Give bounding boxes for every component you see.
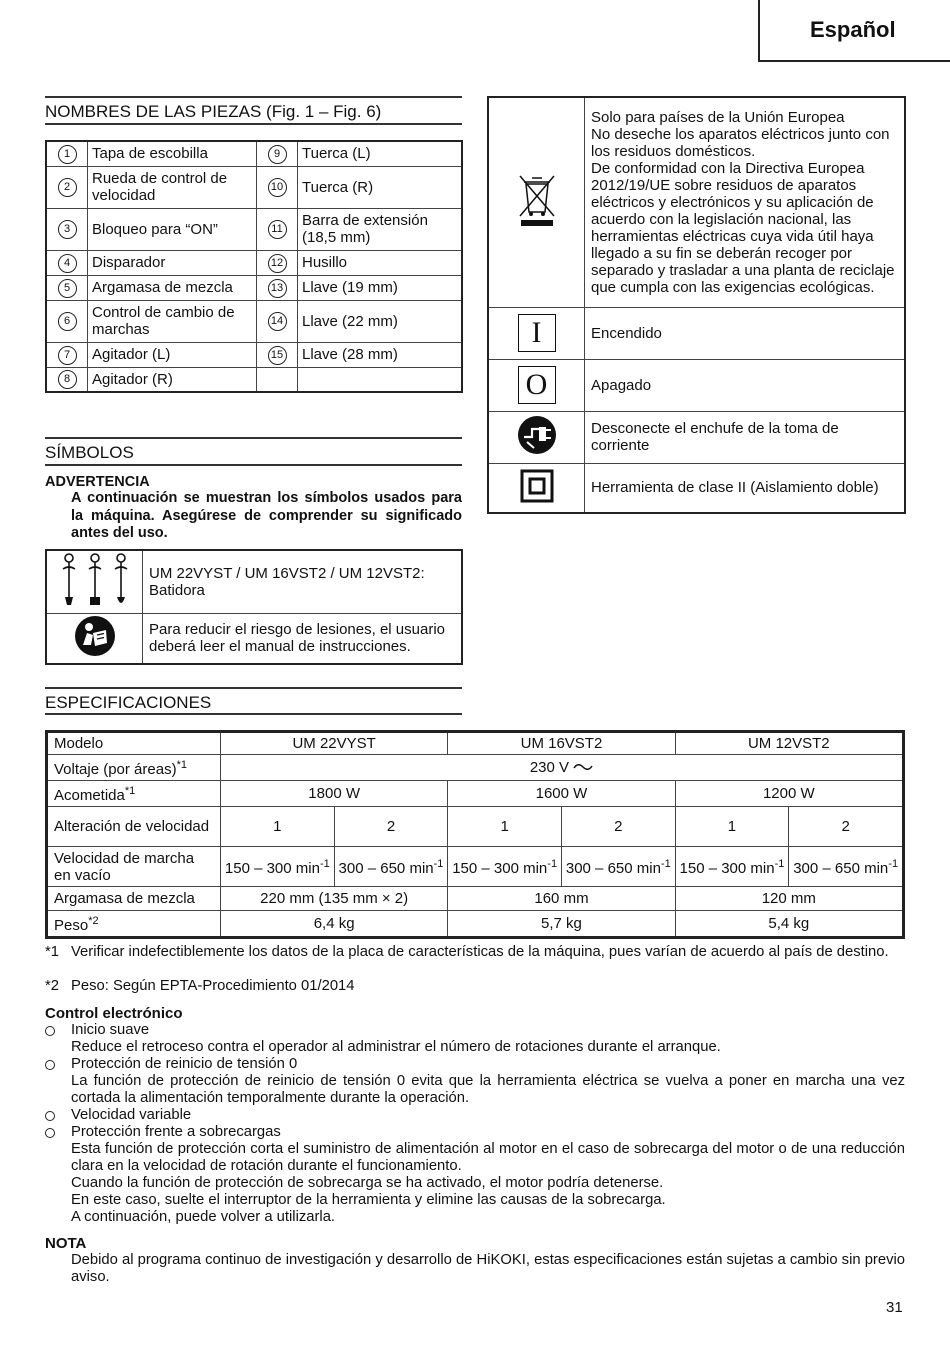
symbol-desc-unplug: Desconecte el enchufe de la toma de corriente [585,411,906,463]
no-load-speed-value: 150 – 300 min [224,860,320,877]
part-number-badge: 7 [58,346,77,365]
table-row [47,887,904,911]
symbol-row [46,614,462,664]
table-row [47,781,904,807]
warning-text: A continuación se muestran los símbolos usados para la máquina. Asegúrese de comprender su significado antes del uso. [71,490,462,541]
electronic-control-item [45,1056,905,1107]
class-ii-icon [488,463,585,513]
item-label: Inicio suave [71,1022,150,1038]
weee-bin-icon [488,97,585,307]
part-name: Control de cambio de marchas [88,300,257,342]
part-number-cell [46,166,88,208]
symbol-desc-mixer: UM 22VYST / UM 16VST2 / UM 12VST2: Batidora [143,550,463,614]
item-label: Protección frente a sobrecargas [71,1124,281,1140]
unit-exponent: -1 [774,858,785,870]
specs-heading [45,687,462,715]
power-3: 1200 W [675,781,903,807]
part-name [298,367,463,392]
speed-control-cell: 1 [448,807,562,847]
symbol-row [488,307,905,359]
part-name: Llave (19 mm) [298,275,463,300]
mixer-paddles-icon [46,550,143,614]
symbols-heading [45,437,462,466]
unit-exponent: -1 [547,858,558,870]
no-load-speed-cell [221,847,335,887]
symbols-title: SÍMBOLOS [45,443,134,462]
part-number-badge: 3 [58,220,77,239]
unit-exponent: -1 [433,858,444,870]
electronic-control-item [45,1124,905,1226]
electronic-control-item [45,1022,905,1056]
part-number-badge: 6 [58,312,77,331]
unit-exponent: -1 [660,858,671,870]
part-number-badge: 15 [268,346,287,365]
part-number-cell [257,250,298,275]
symbol-row [488,463,905,513]
part-number-cell [46,208,88,250]
footnote-mark: *2 [45,978,59,994]
bullet-icon [45,1060,55,1070]
part-name: Bloqueo para “ON” [88,208,257,250]
weight-3: 5,4 kg [675,911,903,938]
voltage-value [221,755,904,781]
read-manual-icon [46,614,143,664]
no-load-speed-value: 300 – 650 min [565,860,661,877]
table-row [47,807,904,847]
weight-label-text: Peso [54,917,89,934]
power-off-icon [488,359,585,411]
parts-row [46,141,462,166]
warning-title: ADVERTENCIA [45,474,150,490]
part-number-cell [46,250,88,275]
part-number-badge: 5 [58,279,77,298]
note-title: NOTA [45,1235,87,1252]
part-name: Disparador [88,250,257,275]
speed-control-cell: 2 [334,807,448,847]
part-number-badge: 10 [268,178,287,197]
power-label-text: Acometida [54,787,125,804]
power-note: *1 [124,785,136,797]
part-number-cell [46,141,88,166]
part-name: Llave (28 mm) [298,342,463,367]
parts-row [46,275,462,300]
spec-label-no-load: Velocidad de marcha en vacío [47,847,221,887]
symbol-desc-weee: Solo para países de la Unión Europea No deseche los aparatos eléctricos junto con los residuos domésticos. De conformidad con la Directiva Europea 2012/19/UE sobre residuos de aparatos eléctricos y electrónicos y su aplicación de acuerdo con la legislación nacional, las herramientas eléctricas cuya vida útil haya llegado a su fin se deberán recoger por separado y trasladar a una planta de reciclaje que cumpla con las exigencias ecológicas. [585,97,906,307]
note-text: Debido al programa continuo de investigación y desarrollo de HiKOKI, estas especificaciones están sujetas a cambio sin previo aviso. [71,1252,906,1285]
symbols-left-table [45,549,463,665]
item-description: Reduce el retroceso contra el operador al administrar el número de rotaciones durante el arranque. [71,1039,721,1055]
part-number-badge: 14 [268,312,287,331]
parts-row [46,342,462,367]
part-name: Tuerca (L) [298,141,463,166]
paddle-1: 220 mm (135 mm × 2) [221,887,448,911]
footnote-1 [45,944,905,961]
voltage-note: *1 [176,759,187,771]
electronic-control-title: Control electrónico [45,1005,183,1022]
part-name: Rueda de control de velocidad [88,166,257,208]
part-name: Tuerca (R) [298,166,463,208]
bullet-icon [45,1026,55,1036]
part-number-badge: 8 [58,370,77,389]
table-row [47,732,904,755]
part-number-badge: 12 [268,254,287,273]
language-label: Español [810,17,896,42]
bullet-icon [45,1111,55,1121]
parts-row [46,208,462,250]
part-name: Agitador (L) [88,342,257,367]
item-description: La función de protección de reinicio de tensión 0 evita que la herramienta eléctrica se vuelva a poner en marcha una vez cortada la alimentación temporalmente durante la operación. [71,1073,905,1106]
parts-table [45,140,463,393]
parts-row [46,300,462,342]
spec-label-voltage [47,755,221,781]
bullet-icon [45,1128,55,1138]
spec-label-model: Modelo [47,732,221,755]
speed-control-cell: 2 [561,807,675,847]
model-3: UM 12VST2 [675,732,903,755]
symbols-right-table [487,96,906,514]
parts-title: NOMBRES DE LAS PIEZAS (Fig. 1 – Fig. 6) [45,102,382,121]
no-load-speed-value: 150 – 300 min [452,860,548,877]
part-name: Husillo [298,250,463,275]
symbol-desc-off: Apagado [585,359,906,411]
no-load-speed-cell [675,847,789,887]
part-number-cell [257,367,298,392]
spec-label-paddle: Argamasa de mezcla [47,887,221,911]
part-number-cell [46,300,88,342]
part-number-cell [257,166,298,208]
power-2: 1600 W [448,781,675,807]
power-off-glyph: O [518,366,556,404]
paddle-3: 120 mm [675,887,903,911]
part-name: Tapa de escobilla [88,141,257,166]
unplug-icon [488,411,585,463]
part-name: Agitador (R) [88,367,257,392]
part-number-cell [46,367,88,392]
spec-label-weight [47,911,221,938]
parts-row [46,250,462,275]
part-name: Barra de extensión (18,5 mm) [298,208,463,250]
spec-label-power [47,781,221,807]
speed-control-cell: 1 [221,807,335,847]
footnote-text: Peso: Según EPTA-Procedimiento 01/2014 [71,978,355,994]
power-1: 1800 W [221,781,448,807]
part-number-badge: 11 [268,220,287,239]
power-on-glyph: I [518,314,556,352]
no-load-speed-cell [789,847,904,887]
unit-exponent: -1 [319,858,330,870]
symbol-row [488,359,905,411]
symbol-row [46,550,462,614]
no-load-speed-value: 150 – 300 min [679,860,775,877]
table-row [47,755,904,781]
no-load-speed-cell [561,847,675,887]
page-number: 31 [886,1299,903,1316]
footnote-text: Verificar indefectiblemente los datos de la placa de características de la máquina, pues varían de acuerdo al país de destino. [71,944,889,960]
table-row [47,847,904,887]
part-number-badge: 9 [268,145,287,164]
weight-note: *2 [88,915,99,927]
item-description: Esta función de protección corta el suministro de alimentación al motor en el caso de sobrecarga del motor o de una reducción clara en la velocidad de rotación durante el funcionamiento. Cuando la función de protección de sobrecarga se ha activado, el motor podría detenerse. En este caso, suelte el interruptor de la herramienta y elimine las causas de la sobrecarga. A continuación, puede volver a utilizarla. [71,1141,905,1225]
parts-row [46,367,462,392]
part-number-badge: 13 [268,279,287,298]
ac-wave-icon [573,762,593,772]
footnote-mark: *1 [45,944,59,960]
part-number-cell [257,275,298,300]
part-number-cell [257,300,298,342]
voltage-label-text: Voltaje (por áreas) [54,761,177,778]
model-1: UM 22VYST [221,732,448,755]
part-name: Llave (22 mm) [298,300,463,342]
weight-1: 6,4 kg [221,911,448,938]
part-number-badge: 2 [58,178,77,197]
symbol-desc-on: Encendido [585,307,906,359]
part-number-cell [257,141,298,166]
part-number-cell [46,342,88,367]
power-on-icon [488,307,585,359]
spec-label-speed-control: Alteración de velocidad [47,807,221,847]
parts-row [46,166,462,208]
symbol-row [488,97,905,307]
no-load-speed-cell [448,847,562,887]
part-number-badge: 1 [58,145,77,164]
symbol-desc-class-ii: Herramienta de clase II (Aislamiento doble) [585,463,906,513]
parts-heading [45,96,462,125]
part-name: Argamasa de mezcla [88,275,257,300]
note-body [45,1252,905,1286]
no-load-speed-value: 300 – 650 min [793,860,889,877]
unit-exponent: -1 [888,858,899,870]
voltage-value-text: 230 V [529,759,570,776]
part-number-cell [257,342,298,367]
no-load-speed-value: 300 – 650 min [338,860,434,877]
item-label: Velocidad variable [71,1107,192,1123]
model-2: UM 16VST2 [448,732,675,755]
specs-table [45,730,905,939]
speed-control-cell: 1 [675,807,789,847]
table-row [47,911,904,938]
symbol-desc-manual: Para reducir el riesgo de lesiones, el usuario deberá leer el manual de instrucciones. [143,614,463,664]
electronic-control-item [45,1107,905,1124]
language-tab [758,0,950,62]
paddle-2: 160 mm [448,887,675,911]
part-number-cell [46,275,88,300]
item-label: Protección de reinicio de tensión 0 [71,1056,298,1072]
specs-title: ESPECIFICACIONES [45,693,212,712]
footnote-2 [45,978,905,995]
weight-2: 5,7 kg [448,911,675,938]
no-load-speed-cell [334,847,448,887]
symbol-row [488,411,905,463]
part-number-badge: 4 [58,254,77,273]
speed-control-cell: 2 [789,807,904,847]
part-number-cell [257,208,298,250]
